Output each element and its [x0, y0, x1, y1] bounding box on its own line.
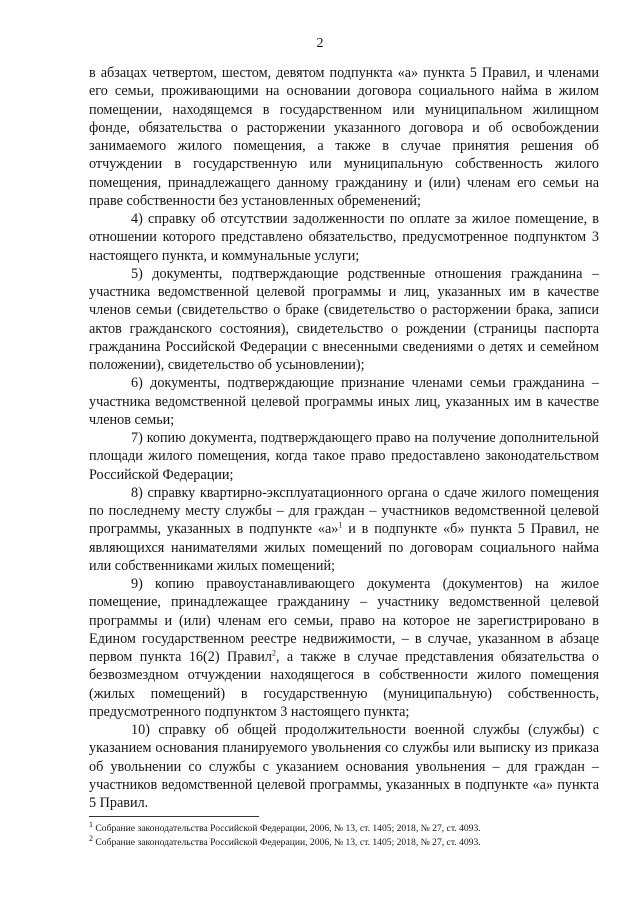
paragraph-text: 8) справку квартирно-эксплуатационного органа о сдаче жилого помещения по последнему месту службы – для граждан – участников ведомственной целевой программы, указанных в подпункте «а» — [89, 484, 599, 538]
footnote-divider — [89, 816, 259, 817]
footnote-text: Собрание законодательства Российской Федерации, 2006, № 13, ст. 1405; 2018, № 27, ст. 4093. — [93, 837, 481, 848]
paragraph — [89, 265, 599, 375]
footnote-mark: 2 — [89, 833, 93, 843]
footnote-reference[interactable]: 1 — [338, 520, 343, 530]
footnote-reference[interactable]: 2 — [271, 648, 276, 658]
footnote — [89, 833, 599, 850]
paragraph-text: 7) копию документа, подтверждающего право на получение дополнительной площади жилого помещения, когда такое право предоставлено законодательством Российской Федерации; — [89, 430, 599, 483]
body-text — [89, 64, 599, 812]
paragraph — [89, 374, 599, 429]
paragraph — [89, 429, 599, 484]
page-number: 2 — [316, 36, 324, 51]
footnote — [89, 819, 599, 836]
paragraph-text: 5) документы, подтверждающие родственные отношения гражданина – участника ведомственной целевой программы и лиц, указанных им в качестве членов семьи (свидетельство о браке (свидетельство о расторжении брака, записи актов гражданского состояния), свидетельство о рождении (страницы паспорта гражданина Российской Федерации с внесенными сведениями о детях и семейном положении), свидетельство об усыновлении); — [89, 265, 599, 373]
footnotes — [89, 819, 599, 850]
paragraph — [89, 721, 599, 812]
paragraph-text: 6) документы, подтверждающие признание членами семьи гражданина – участника ведомственной целевой программы иных лиц, указанных им в качестве членов семьи; — [89, 375, 599, 428]
paragraph-text: 9) копию правоустанавливающего документа (документов) на жилое помещение, принадлежащее гражданину – участнику ведомственной целевой программы и (или) членам его семьи, право на которое не зарегистрировано в Едином государственном реестре недвижимости, – в случае, указанном в абзаце первом пункта 16(2) Правил — [89, 576, 599, 665]
paragraph-text: 4) справку об отсутствии задолженности по оплате за жилое помещение, в отношении которого представлено обязательство, предусмотренное подпунктом 3 настоящего пункта, и коммунальные услуги; — [89, 211, 599, 264]
paragraph — [89, 210, 599, 265]
paragraph — [89, 64, 599, 210]
paragraph — [89, 484, 599, 575]
paragraph — [89, 575, 599, 721]
paragraph-text: , а также в случае представления обязательства о безвозмездном отчуждении находящегося в собственности жилого помещения (жилых помещений) в государственную (муниципальную) собственность, предусмотренного подпунктом 3 настоящего пункта; — [89, 649, 599, 720]
paragraph-text: 10) справку об общей продолжительности военной службы (службы) с указанием основания планируемого увольнения со службы или выписку из приказа об увольнении со службы с указанием основания увольнения – для граждан – участников ведомственной целевой программы, указанных в подпункте «а» пункта 5 Правил. — [89, 722, 599, 811]
footnote-mark: 1 — [89, 819, 93, 829]
paragraph-text: в абзацах четвертом, шестом, девятом подпункта «а» пункта 5 Правил, и членами его семьи, проживающими на основании договора социального найма в жилом помещении, находящемся в государственном или муниципальном жилищном фонде, обязательства о расторжении указанного договора и об освобождении занимаемого жилого помещения, а также в случае принятия решения об отчуждении в государственную или муниципальную собственность жилого помещения, принадлежащего данному гражданину и (или) членам его семьи на праве собственности без установленных обременений; — [89, 65, 599, 209]
paragraph-text: и в подпункте «б» пункта 5 Правил, не являющихся нанимателями жилых помещений по договорам социального найма или собственниками жилых помещений; — [89, 521, 599, 574]
footnote-text: Собрание законодательства Российской Федерации, 2006, № 13, ст. 1405; 2018, № 27, ст. 4093. — [93, 823, 481, 834]
